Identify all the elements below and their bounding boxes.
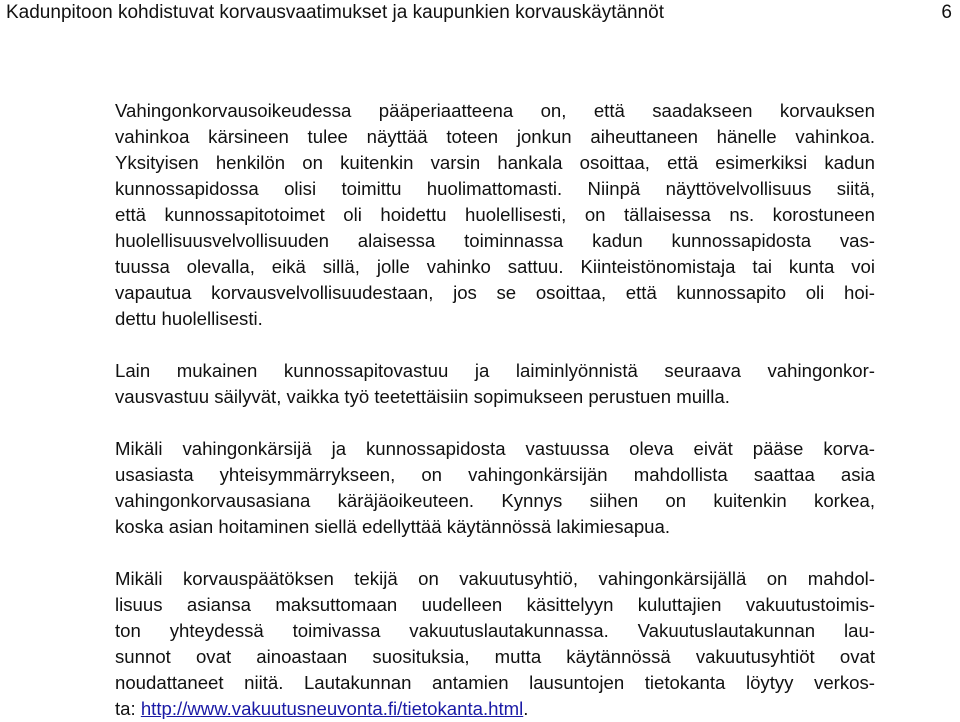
link-suffix: . [523,698,529,719]
text-line: vapautua korvausvelvollisuudestaan, jos se osoittaa, että kunnossapito oli hoi- [115,282,875,303]
text-line: Mikäli vahingonkärsijä ja kunnossapidosta vastuussa oleva eivät pääse korva- [115,438,875,459]
text-line: ton yhteydessä toimivassa vakuutuslautakunnassa. Vakuutuslautakunnan lau- [115,620,875,641]
text-line: Lain mukainen kunnossapitovastuu ja laiminlyönnistä seuraava vahingonkor- [115,360,875,381]
text-line: Vahingonkorvausoikeudessa pääperiaatteena on, että saadakseen korvauksen [115,100,875,121]
text-line: Mikäli korvauspäätöksen tekijä on vakuutusyhtiö, vahingonkärsijällä on mahdol- [115,568,875,589]
text-line: noudattaneet niitä. Lautakunnan antamien lausuntojen tietokanta löytyy verkos- [115,672,875,693]
document-body [115,98,875,722]
text-line: koska asian hoitaminen siellä edellyttää käytännössä lakimiesapua. [115,516,671,537]
link-prefix: ta: [115,698,141,719]
text-line: lisuus asiansa maksuttomaan uudelleen käsittelyyn kuluttajien vakuutustoimis- [115,594,875,615]
header-title: Kadunpitoon kohdistuvat korvausvaatimukset ja kaupunkien korvauskäytännöt [6,2,665,23]
paragraph-4 [115,566,875,722]
paragraph-2 [115,358,875,410]
text-line: vahingonkorvausasiana käräjäoikeuteen. Kynnys siihen on kuitenkin korkea, [115,490,875,511]
text-line: tuussa olevalla, eikä sillä, jolle vahinko sattuu. Kiinteistönomistaja tai kunta voi [115,256,875,277]
text-line: usasiasta yhteisymmärrykseen, on vahingonkärsijän mahdollista saattaa asia [115,464,875,485]
text-line: dettu huolellisesti. [115,308,263,329]
text-line: kunnossapidossa olisi toimittu huolimattomasti. Niinpä näyttövelvollisuus siitä, [115,178,875,199]
paragraph-1 [115,98,875,332]
text-line-with-link [115,696,875,722]
text-line: että kunnossapitotoimet oli hoidettu huolellisesti, on tällaisessa ns. korostuneen [115,204,875,225]
text-line: Yksityisen henkilön on kuitenkin varsin hankala osoittaa, että esimerkiksi kadun [115,152,875,173]
text-line: sunnot ovat ainoastaan suosituksia, mutta käytännössä vakuutusyhtiöt ovat [115,646,875,667]
page-number: 6 [941,2,952,23]
paragraph-3 [115,436,875,540]
text-line: vahinkoa kärsineen tulee näyttää toteen jonkun aiheuttaneen hänelle vahinkoa. [115,126,875,147]
text-line: vausvastuu säilyvät, vaikka työ teetettäisiin sopimukseen perustuen muilla. [115,386,730,407]
tietokanta-link[interactable]: http://www.vakuutusneuvonta.fi/tietokanta.html [140,698,524,719]
text-line: huolellisuusvelvollisuuden alaisessa toiminnassa kadun kunnossapidosta vas- [115,230,875,251]
page-header [6,0,954,26]
